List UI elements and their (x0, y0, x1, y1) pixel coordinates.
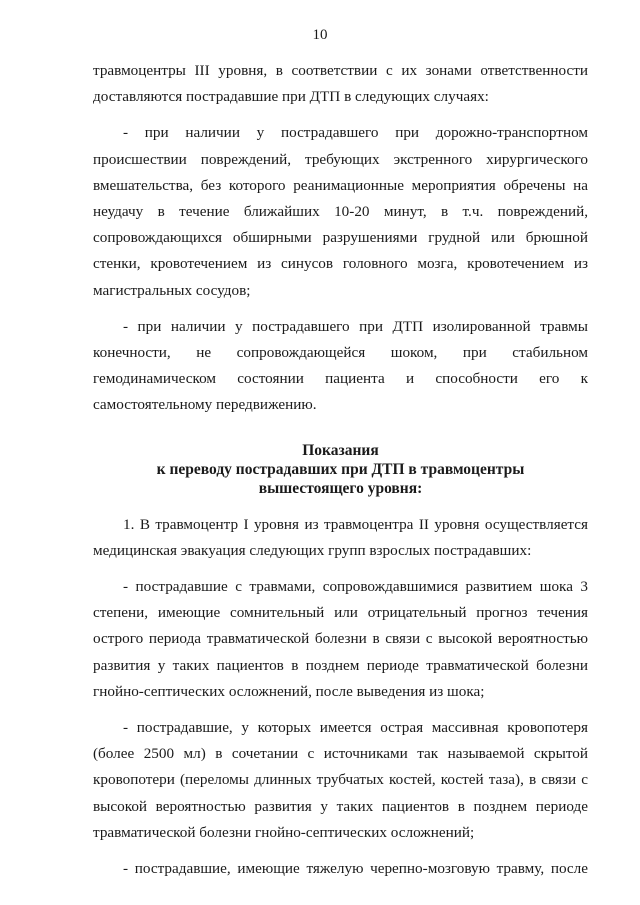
heading-line-1: Показания (302, 441, 379, 459)
paragraph-head-injury-patients: - пострадавшие, имеющие тяжелую черепно-мозговую травму, после (123, 860, 588, 878)
paragraph-shock-patients: - пострадавшие с травмами, сопровождавшимися развитием шока 3 степени, имеющие сомнительный или отрицательный прогноз течения острого периода травматической болезни в связи с высокой вероятностью развития у таких пациентов в позднем периоде травматической болезни гнойно-септических осложнений, после выведения из шока; (93, 578, 588, 700)
section-heading (93, 441, 588, 498)
document-body (93, 58, 588, 882)
paragraph-intro: травмоцентры III уровня, в соответствии с их зонами ответственности доставляются пострадавшие при ДТП в следующих случаях: (93, 62, 588, 106)
heading-line-2: к переводу пострадавших при ДТП в травмоцентры (156, 460, 525, 478)
paragraph-case-limb-injury: - при наличии у пострадавшего при ДТП изолированной травмы конечности, не сопровождающейся шоком, при стабильном гемодинамическом состоянии пациента и способности его к самостоятельному передвижению. (93, 317, 588, 414)
paragraph-item-1: 1. В травмоцентр I уровня из травмоцентра II уровня осуществляется медицинская эвакуация следующих групп взрослых пострадавших: (93, 515, 588, 559)
paragraph-blood-loss-patients: - пострадавшие, у которых имеется острая массивная кровопотеря (более 2500 мл) в сочетании с источниками так называемой скрытой кровопотери (переломы длинных трубчатых костей, костей таза), в связи с высокой вероятностью развития у таких пациентов в позднем периоде травматической болезни гнойно-септических осложнений; (93, 719, 588, 841)
page-number: 10 (312, 27, 328, 43)
paragraph-case-surgical: - при наличии у пострадавшего при дорожно-транспортном происшествии повреждений, требующих экстренного хирургического вмешательства, без которого реанимационные мероприятия обречены на неудачу в течение ближайших 10-20 минут, в т.ч. повреждений, сопровождающихся обширными разрушениями грудной или брюшной стенки, кровотечением из синусов головного мозга, кровотечением из магистральных сосудов; (93, 124, 588, 299)
heading-line-3: вышестоящего уровня: (258, 479, 423, 497)
